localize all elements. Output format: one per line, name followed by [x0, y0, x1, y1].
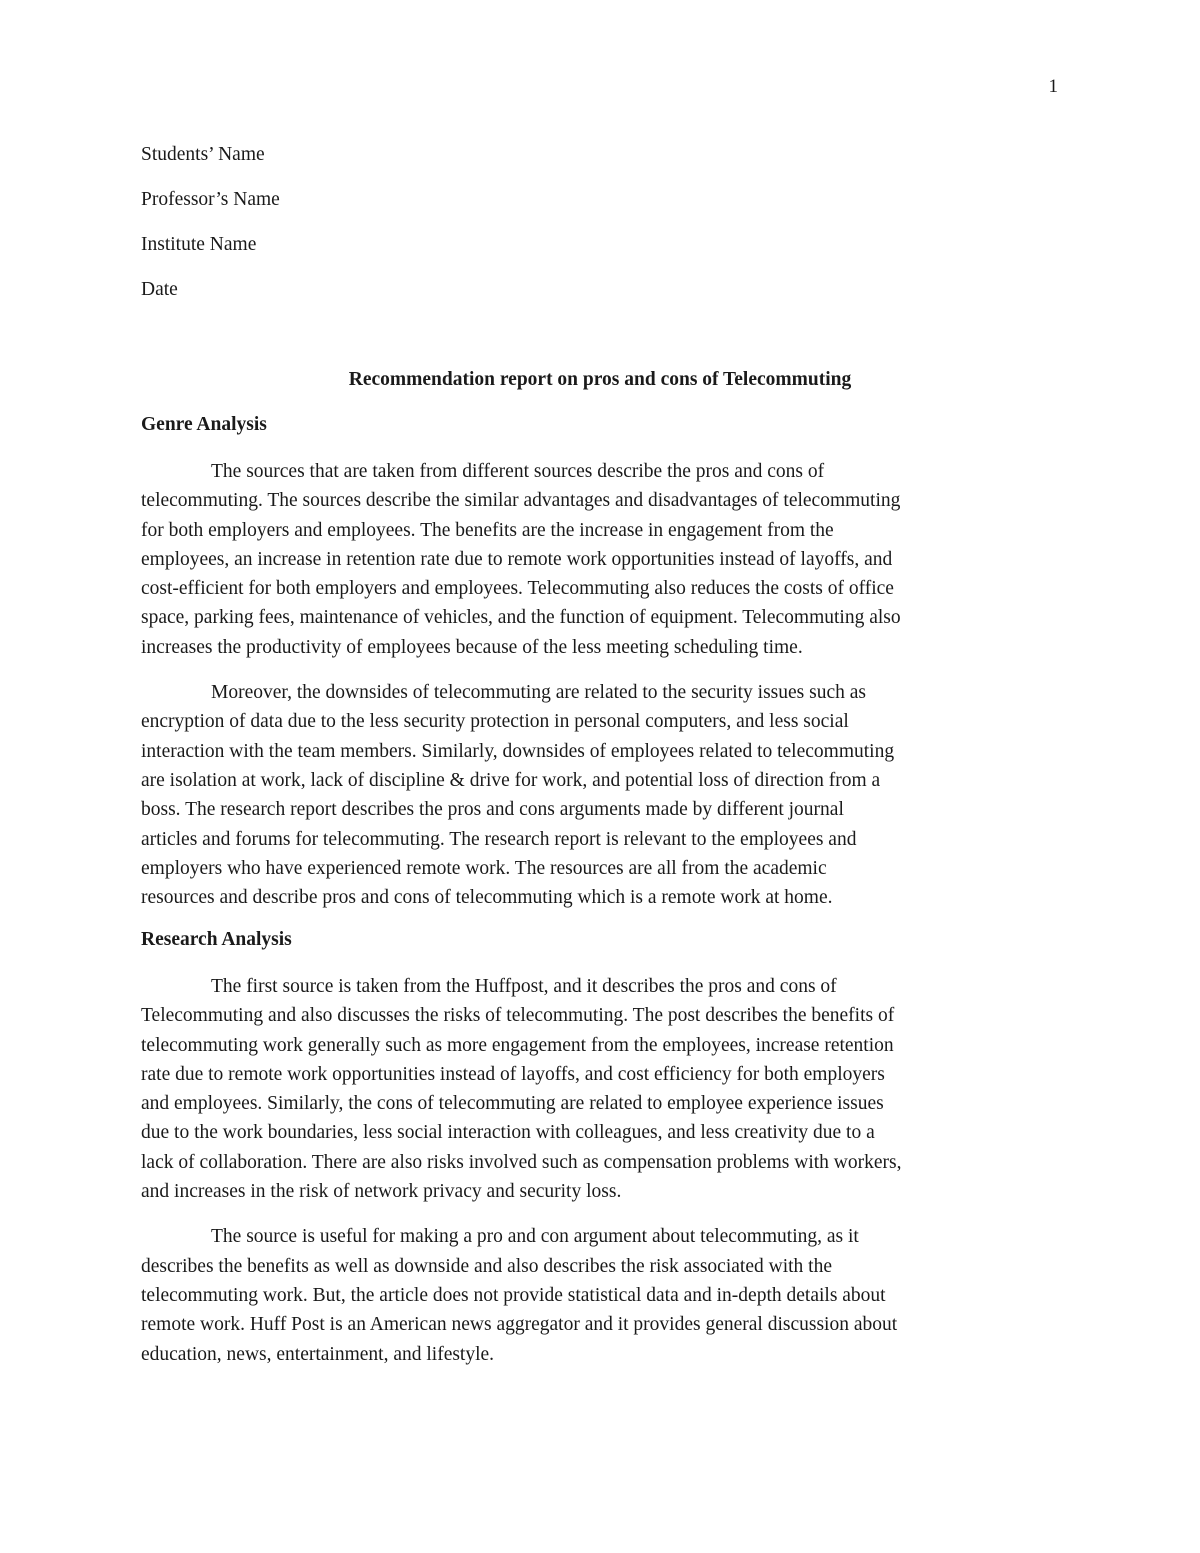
- text-line: employees, an increase in retention rate due to remote work opportunities instead of layoffs, and: [141, 548, 893, 570]
- text-line: increases the productivity of employees because of the less meeting scheduling time.: [141, 636, 803, 658]
- text-line: telecommuting work generally such as more engagement from the employees, increase retention: [141, 1034, 894, 1056]
- text-line: and increases in the risk of network privacy and security loss.: [141, 1181, 622, 1203]
- paragraph: [141, 457, 1059, 662]
- professors-name: Professor’s Name: [141, 189, 280, 210]
- text-line: for both employers and employees. The benefits are the increase in engagement from the: [141, 519, 834, 541]
- text-line: due to the work boundaries, less social interaction with colleagues, and less creativity due to a: [141, 1122, 875, 1144]
- text-line: resources and describe pros and cons of telecommuting which is a remote work at home.: [141, 887, 833, 909]
- student-header: [141, 144, 1059, 324]
- paragraph: [141, 1222, 1059, 1368]
- text-line: encryption of data due to the less security protection in personal computers, and less social: [141, 711, 849, 733]
- paragraph: [141, 678, 1059, 912]
- section-heading: Genre Analysis: [141, 414, 267, 435]
- document-title: Recommendation report on pros and cons of Telecommuting: [348, 369, 852, 390]
- text-line: remote work. Huff Post is an American news aggregator and it provides general discussion about: [141, 1314, 898, 1336]
- text-line: Telecommuting and also discusses the risks of telecommuting. The post describes the benefits of: [141, 1005, 895, 1027]
- text-line: boss. The research report describes the pros and cons arguments made by different journal: [141, 799, 844, 821]
- text-line: The source is useful for making a pro and con argument about telecommuting, as it: [211, 1226, 859, 1248]
- section-heading: Research Analysis: [141, 929, 292, 950]
- text-line: telecommuting work. But, the article does not provide statistical data and in-depth details about: [141, 1284, 886, 1306]
- text-line: lack of collaboration. There are also risks involved such as compensation problems with workers,: [141, 1151, 902, 1173]
- text-line: and employees. Similarly, the cons of telecommuting are related to employee experience issues: [141, 1093, 884, 1115]
- text-line: rate due to remote work opportunities instead of layoffs, and cost efficiency for both employers: [141, 1063, 885, 1085]
- text-line: are isolation at work, lack of discipline & drive for work, and potential loss of direction from a: [141, 769, 881, 791]
- text-line: Moreover, the downsides of telecommuting are related to the security issues such as: [211, 682, 866, 704]
- text-line: The sources that are taken from different sources describe the pros and cons of: [211, 461, 825, 482]
- paragraph: [141, 972, 1059, 1206]
- institute-name: Institute Name: [141, 234, 257, 255]
- text-line: The first source is taken from the Huffpost, and it describes the pros and cons of: [211, 976, 837, 997]
- students-name: Students’ Name: [141, 144, 265, 165]
- text-line: employers who have experienced remote work. The resources are all from the academic: [141, 857, 827, 879]
- section-research-analysis: [141, 929, 1059, 1385]
- text-line: interaction with the team members. Similarly, downsides of employees related to telecommuting: [141, 740, 895, 762]
- text-line: education, news, entertainment, and lifestyle.: [141, 1343, 495, 1365]
- text-line: describes the benefits as well as downside and also describes the risk associated with the: [141, 1255, 832, 1277]
- text-line: space, parking fees, maintenance of vehicles, and the function of equipment. Telecommuting also: [141, 607, 901, 629]
- section-genre-analysis: [141, 414, 1059, 928]
- page-number: 1: [1048, 76, 1058, 97]
- date: Date: [141, 279, 178, 300]
- text-line: cost-efficient for both employers and employees. Telecommuting also reduces the costs of office: [141, 578, 894, 600]
- text-line: telecommuting. The sources describe the similar advantages and disadvantages of telecommuting: [141, 490, 901, 512]
- text-line: articles and forums for telecommuting. The research report is relevant to the employees and: [141, 828, 857, 850]
